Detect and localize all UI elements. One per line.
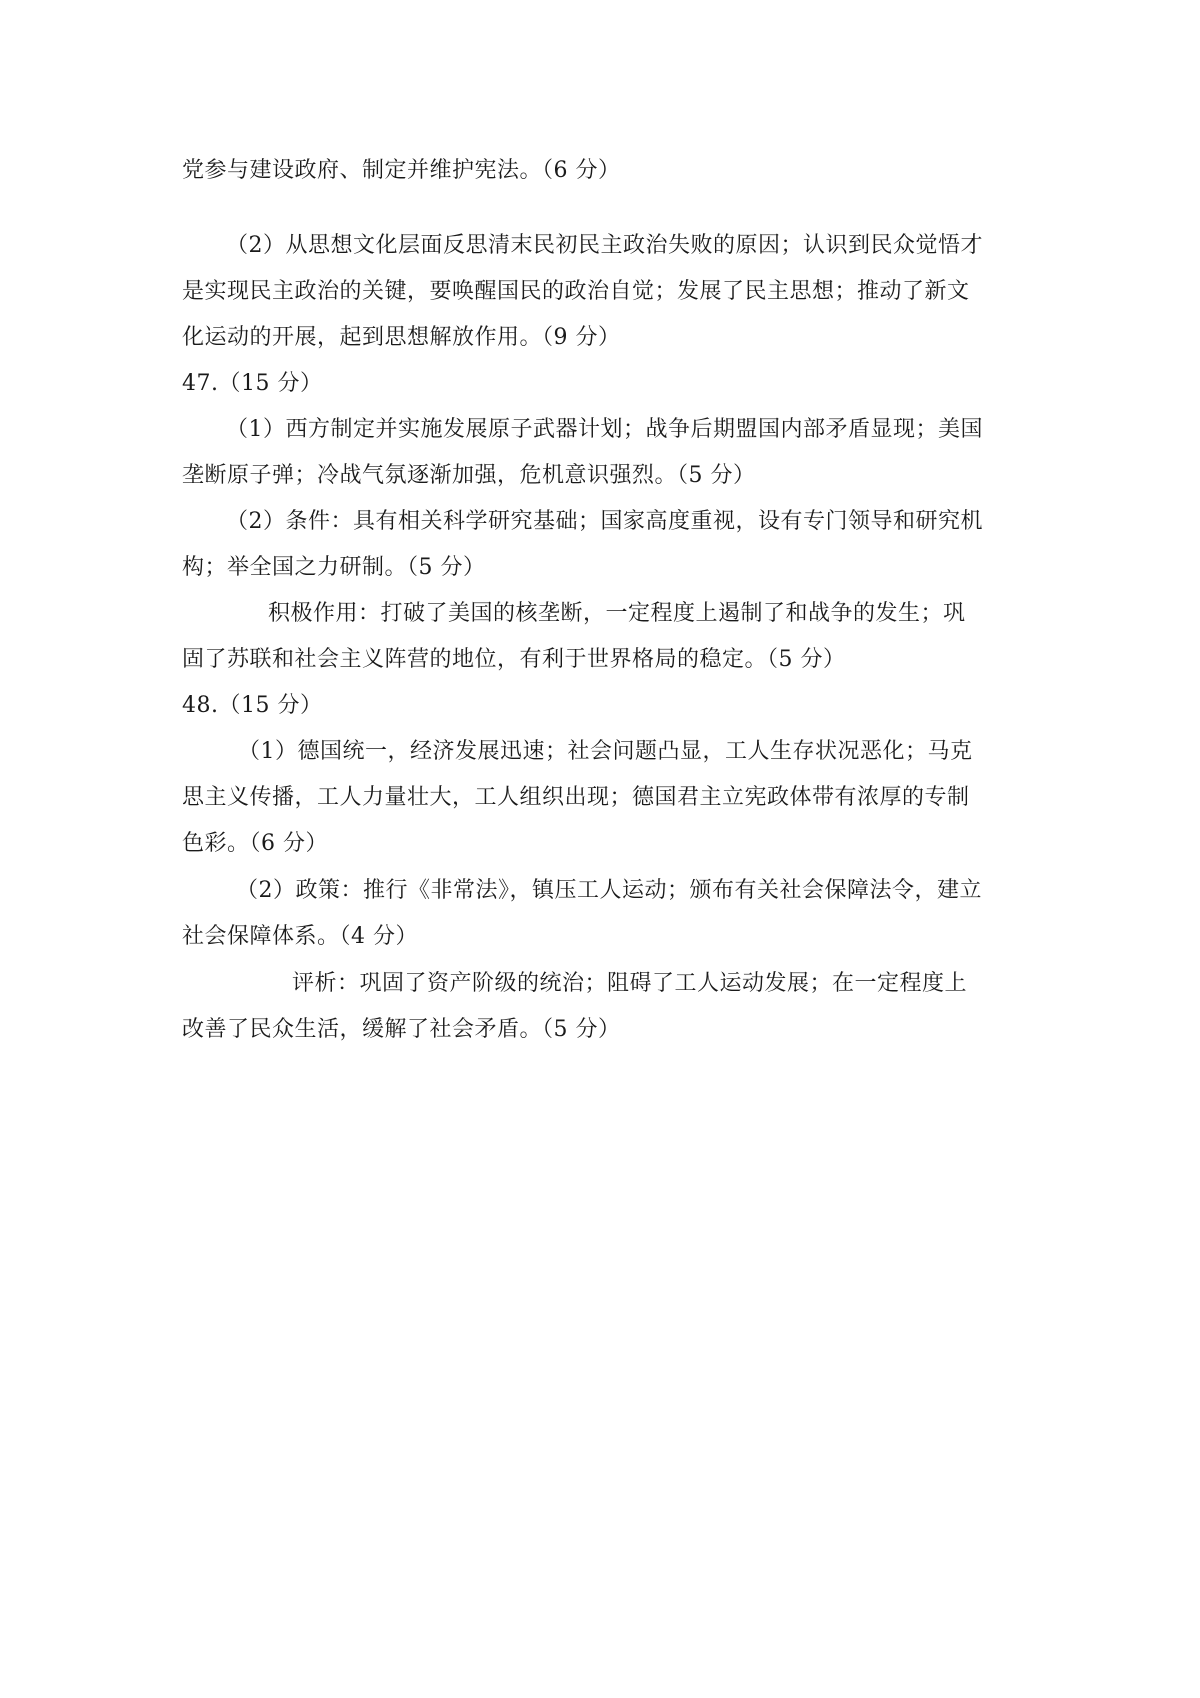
answer-line: 是实现民主政治的关键，要唤醒国民的政治自觉；发展了民主思想；推动了新文	[182, 279, 970, 304]
answer-line: （2）从思想文化层面反思清末民初民主政治失败的原因；认识到民众觉悟才	[226, 233, 983, 258]
answer-line: 构；举全国之力研制。（5 分）	[182, 555, 486, 580]
answer-line: 党参与建设政府、制定并维护宪法。（6 分）	[182, 158, 621, 183]
answer-line: （2）条件：具有相关科学研究基础；国家高度重视，设有专门领导和研究机	[226, 509, 983, 534]
answer-line: 改善了民众生活，缓解了社会矛盾。（5 分）	[182, 1017, 621, 1042]
answer-line: 化运动的开展，起到思想解放作用。（9 分）	[182, 325, 621, 350]
answer-line: 评析：巩固了资产阶级的统治；阻碍了工人运动发展；在一定程度上	[292, 971, 968, 996]
question-heading: 48.（15 分）	[182, 693, 323, 718]
answer-line: 色彩。（6 分）	[182, 831, 328, 856]
answer-line: 固了苏联和社会主义阵营的地位，有利于世界格局的稳定。（5 分）	[182, 647, 846, 672]
question-heading: 47.（15 分）	[182, 371, 323, 396]
answer-line: 积极作用：打破了美国的核垄断，一定程度上遏制了和战争的发生；巩	[268, 601, 966, 626]
answer-line: 社会保障体系。（4 分）	[182, 924, 418, 949]
answer-line: 垄断原子弹；冷战气氛逐渐加强，危机意识强烈。（5 分）	[182, 463, 756, 488]
answer-line: （2）政策：推行《非常法》，镇压工人运动；颁布有关社会保障法令，建立	[236, 878, 982, 903]
answer-line: （1）德国统一，经济发展迅速；社会问题凸显，工人生存状况恶化；马克	[238, 739, 973, 764]
answer-line: （1）西方制定并实施发展原子武器计划；战争后期盟国内部矛盾显现；美国	[226, 417, 983, 442]
answer-line: 思主义传播，工人力量壮大，工人组织出现；德国君主立宪政体带有浓厚的专制	[182, 785, 970, 810]
